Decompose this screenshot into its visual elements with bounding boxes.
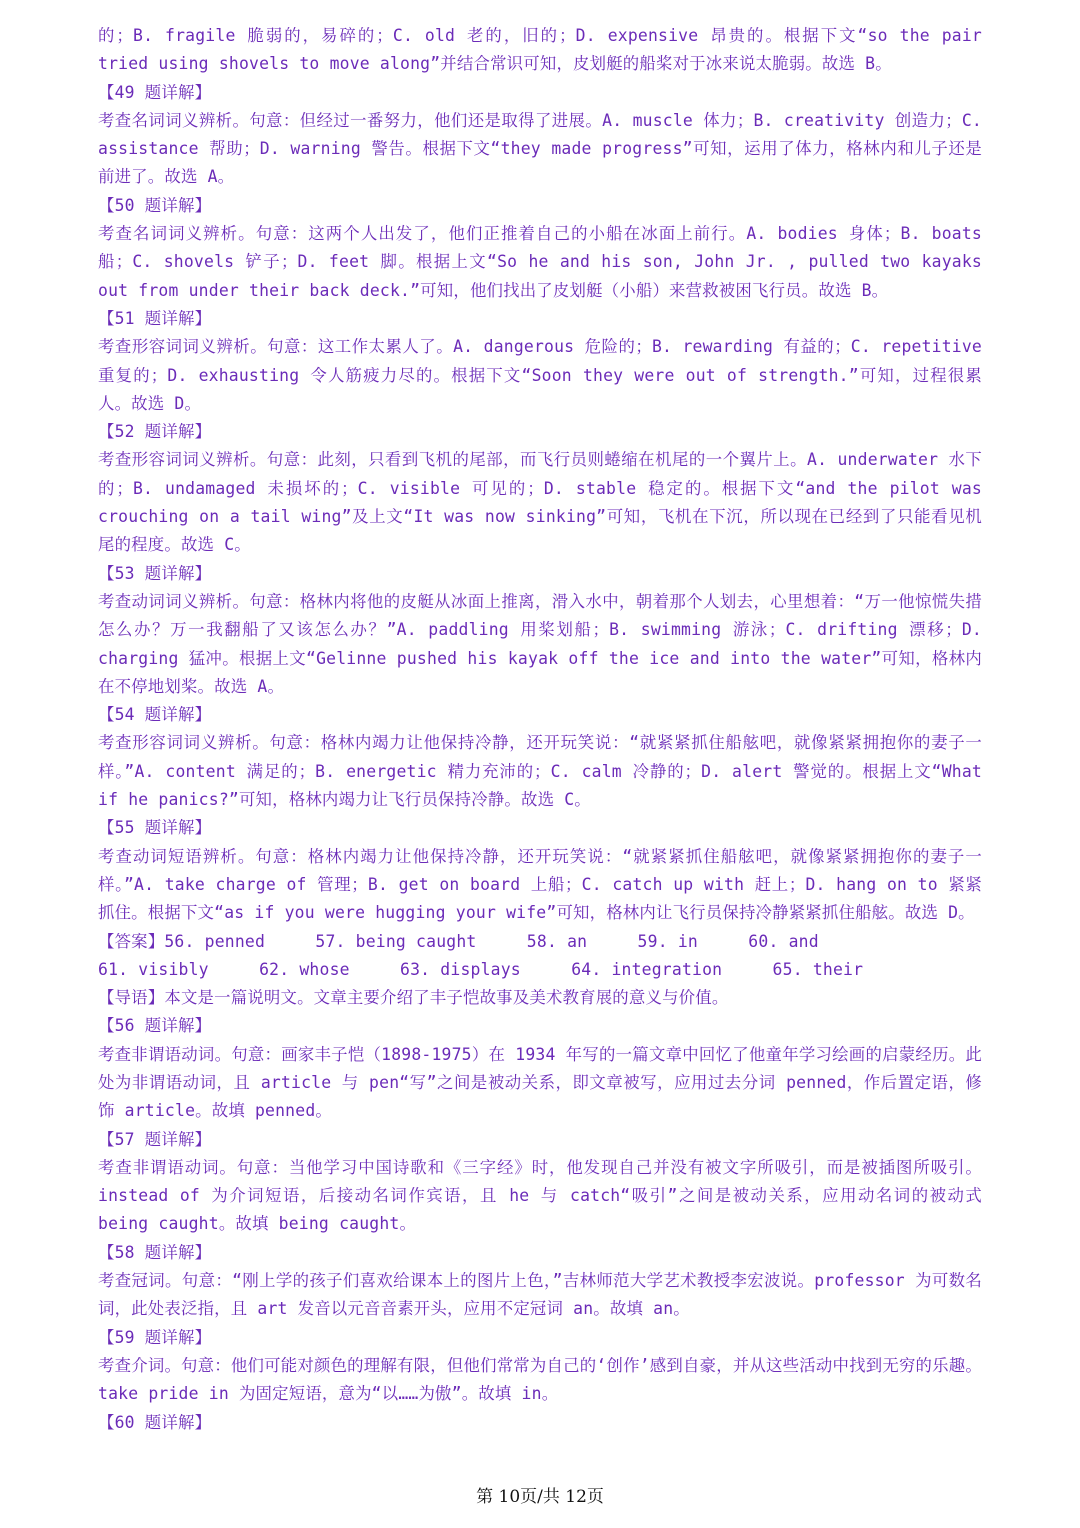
explanation-paragraph: 考查介词。句意：他们可能对颜色的理解有限，但他们常常为自己的‘创作’感到自豪，并从这些活动中找到无穷的乐趣。take pride in 为固定短语，意为“以……为傲”。故填 in。 (98, 1355, 982, 1404)
question-heading: 【53 题详解】 (98, 563, 212, 583)
answer-key-line-2: 61. visibly 62. whose 63. displays 64. integration 65. their (98, 959, 864, 979)
question-heading: 【59 题详解】 (98, 1327, 212, 1347)
explanation-paragraph: 考查形容词词义辨析。句意：格林内竭力让他保持冷静，还开玩笑说：“就紧紧抓住船舷吧，就像紧紧拥抱你的妻子一样。”A. content 满足的；B. energetic 精力充沛的；C. calm 冷静的；D. alert 警觉的。根据上文“What if he panics?”可知，格林内竭力让飞行员保持冷静。故选 C。 (98, 733, 982, 810)
question-heading: 【50 题详解】 (98, 195, 212, 215)
question-heading: 【51 题详解】 (98, 308, 212, 328)
explanation-paragraph: 考查形容词词义辨析。句意：此刻，只看到飞机的尾部，而飞行员则蜷缩在机尾的一个翼片上。A. underwater 水下的；B. undamaged 未损坏的；C. visible 可见的；D. stable 稳定的。根据下文“and the pilot was crouching on a tail wing”及上文“It was now sinking”可知，飞机在下沉，所以现在已经到了只能看见机尾的程度。故选 C。 (98, 450, 982, 555)
question-heading: 【52 题详解】 (98, 422, 212, 442)
explanation-paragraph: 【导语】本文是一篇说明文。文章主要介绍了丰子恺故事及美术教育展的意义与价值。 (98, 988, 729, 1008)
explanation-paragraph: 考查动词短语辨析。句意：格林内竭力让他保持冷静，还开玩笑说：“就紧紧抓住船舷吧，就像紧紧拥抱你的妻子一样。”A. take charge of 管理；B. get on board 上船；C. catch up with 赶上；D. hang on to 紧紧抓住。根据下文“as if you were hugging your wife”可知，格林内让飞行员保持冷静紧紧抓住船舷。故选 D。 (98, 846, 982, 923)
page-footer: 第 10页/共 12页 (476, 1487, 604, 1507)
question-heading: 【58 题详解】 (98, 1242, 212, 1262)
question-heading: 【56 题详解】 (98, 1016, 212, 1036)
document-body (98, 22, 982, 1437)
explanation-paragraph: 考查非谓语动词。句意：当他学习中国诗歌和《三字经》时，他发现自己并没有被文字所吸引，而是被插图所吸引。instead of 为介词短语，后接动名词作宾语，且 he 与 catch“吸引”之间是被动关系，应用动名词的被动式 being caught。故填 being caught。 (98, 1157, 982, 1234)
question-heading: 【49 题详解】 (98, 82, 212, 102)
question-heading: 【60 题详解】 (98, 1412, 212, 1432)
question-heading: 【57 题详解】 (98, 1129, 212, 1149)
explanation-paragraph: 考查冠词。句意：“刚上学的孩子们喜欢给课本上的图片上色，”吉林师范大学艺术教授李宏波说。professor 为可数名词，此处表泛指，且 art 发音以元音音素开头，应用不定冠词 an。故填 an。 (98, 1271, 982, 1319)
explanation-paragraph: 的；B. fragile 脆弱的，易碎的；C. old 老的，旧的；D. expensive 昂贵的。根据下文“so the pair tried using shovels to move along”并结合常识可知，皮划艇的船桨对于冰来说太脆弱。故选 B。 (98, 26, 982, 74)
explanation-paragraph: 考查名词词义辨析。句意：这两个人出发了，他们正推着自己的小船在冰面上前行。A. bodies 身体；B. boats 船；C. shovels 铲子；D. feet 脚。根据上文“So he and his son, John Jr. , pulled two kayaks out from under their back deck.”可知，他们找出了皮划艇（小船）来营救被困飞行员。故选 B。 (98, 224, 982, 300)
question-heading: 【55 题详解】 (98, 818, 212, 838)
explanation-paragraph: 考查名词词义辨析。句意：但经过一番努力，他们还是取得了进展。A. muscle 体力；B. creativity 创造力；C. assistance 帮助；D. warning 警告。根据下文“they made progress”可知，运用了体力，格林内和儿子还是前进了。故选 A。 (98, 110, 982, 187)
explanation-paragraph: 考查动词词义辨析。句意：格林内将他的皮艇从冰面上推离，滑入水中，朝着那个人划去，心里想着：“万一他惊慌失措怎么办？万一我翻船了又该怎么办？”A. paddling 用桨划船；B. swimming 游泳；C. drifting 漂移；D. charging 猛冲。根据上文“Gelinne pushed his kayak off the ice and into the water”可知，格林内在不停地划桨。故选 A。 (98, 591, 982, 696)
question-heading: 【54 题详解】 (98, 705, 212, 725)
explanation-paragraph: 考查非谓语动词。句意：画家丰子恺（1898-1975）在 1934 年写的一篇文章中回忆了他童年学习绘画的启蒙经历。此处为非谓语动词，且 article 与 pen“写”之间是被动关系，即文章被写，应用过去分词 penned，作后置定语，修饰 article。故填 penned。 (98, 1044, 982, 1121)
answer-key-line-1: 【答案】56. penned 57. being caught 58. an 59. in 60. and (98, 931, 819, 951)
explanation-paragraph: 考查形容词词义辨析。句意：这工作太累人了。A. dangerous 危险的；B. rewarding 有益的；C. repetitive 重复的；D. exhausting 令人筋疲力尽的。根据下文“Soon they were out of strength.”可知，过程很累人。故选 D。 (98, 337, 982, 413)
